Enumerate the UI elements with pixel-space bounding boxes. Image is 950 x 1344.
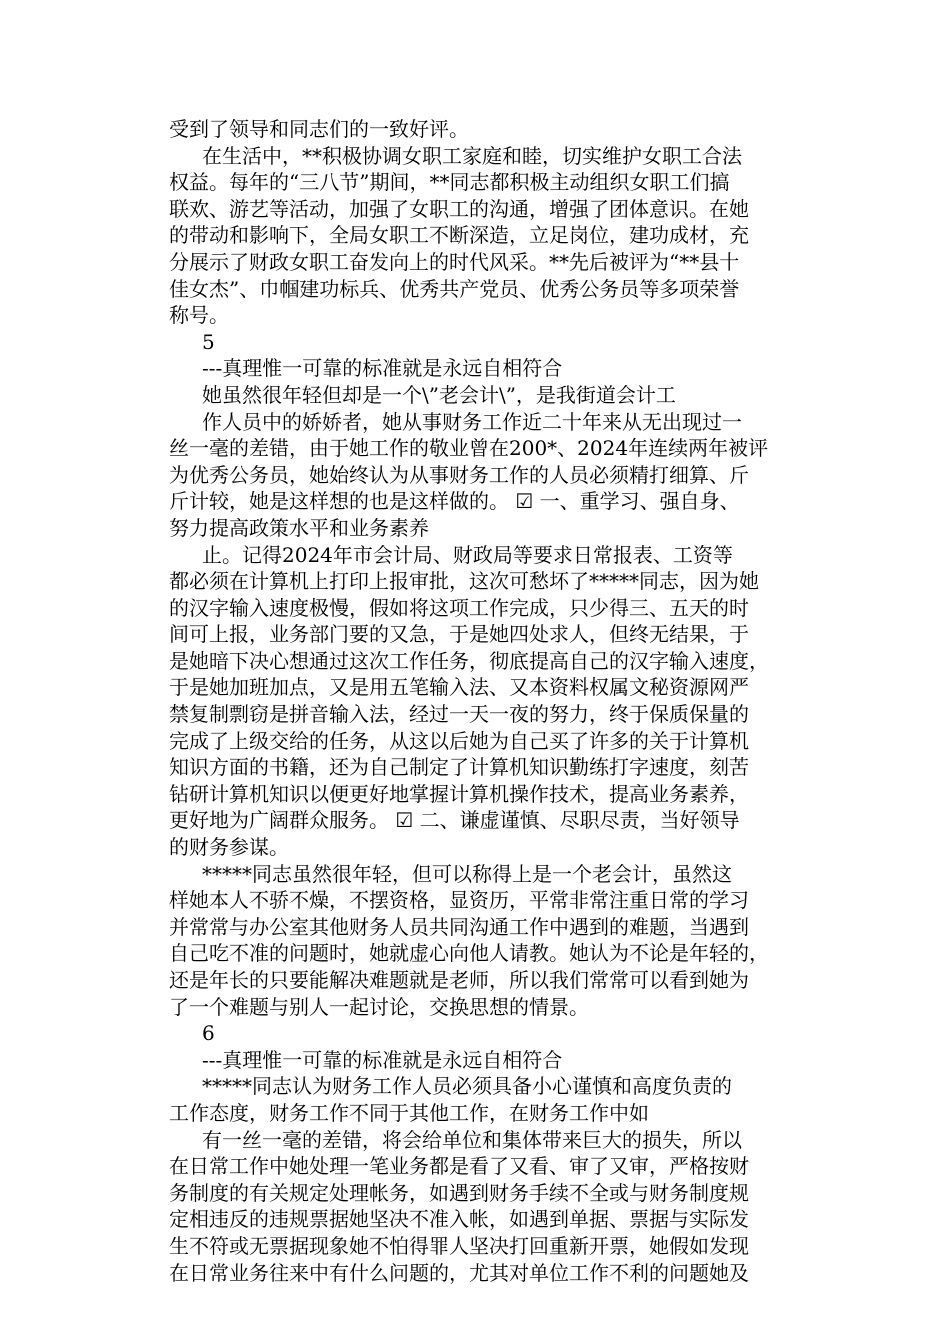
text-line: 钻研计算机知识以便更好地掌握计算机操作技术，提高业务素养，: [169, 781, 749, 806]
text-line: ---真理惟一可靠的标准就是永远自相符合: [202, 356, 563, 381]
text-line: 自己吃不准的问题时，她就虚心向他人请教。她认为不论是年轻的，: [169, 941, 769, 966]
body-text: [169, 116, 821, 1286]
text-line: 有一丝一毫的差错，将会给单位和集体带来巨大的损失，所以: [202, 1127, 742, 1152]
text-line: 止。记得2024年市会计局、财政局等要求日常报表、工资等: [202, 542, 733, 567]
text-line: 是她暗下决心想通过这次工作任务，彻底提高自己的汉字输入速度，: [169, 648, 769, 673]
text-line: 务制度的有关规定处理帐务，如遇到财务手续不全或与财务制度规: [169, 1180, 749, 1205]
text-line: 作人员中的娇娇者，她从事财务工作近二十年来从无出现过一: [202, 409, 742, 434]
text-line: 禁复制剽窃是拼音输入法，经过一天一夜的努力，终于保质保量的: [169, 702, 749, 727]
text-line: 6: [202, 1021, 215, 1046]
text-line: 完成了上级交给的任务，从这以后她为自己买了许多的关于计算机: [169, 728, 749, 753]
text-line: 定相违反的违规票据她坚决不准入帐，如遇到单据、票据与实际发: [169, 1207, 749, 1232]
text-line: 称号。: [169, 303, 229, 328]
text-line: 她虽然很年轻但却是一个\”老会计\”，是我街道会计工: [202, 382, 676, 407]
text-line: 为优秀公务员，她始终认为从事财务工作的人员必须精打细算、斤: [169, 462, 749, 487]
text-line: 的汉字输入速度极慢，假如将这项工作完成，只少得三、五天的时: [169, 595, 749, 620]
text-line: 在日常工作中她处理一笔业务都是看了又看、审了又审，严格按财: [169, 1154, 749, 1179]
text-line: 知识方面的书籍，还为自己制定了计算机知识勤练打字速度，刻苦: [169, 755, 749, 780]
text-line: 丝一毫的差错，由于她工作的敬业曾在200*、2024年连续两年被评: [169, 436, 769, 461]
text-line: 更好地为广阔群众服务。 ☑ 二、谦虚谨慎、尽职尽责，当好领导: [169, 808, 740, 833]
text-line: 5: [202, 329, 215, 354]
text-line: 并常常与办公室其他财务人员共同沟通工作中遇到的难题，当遇到: [169, 914, 749, 939]
text-line: 于是她加班加点，又是用五笔输入法、又本资料权属文秘资源网严: [169, 675, 749, 700]
text-line: 还是年长的只要能解决难题就是老师，所以我们常常可以看到她为: [169, 968, 749, 992]
text-line: 努力提高政策水平和业务素养: [169, 515, 429, 540]
text-line: 受到了领导和同志们的一致好评。: [169, 117, 469, 141]
text-line: 都必须在计算机上打印上报审批，这次可愁坏了*****同志，因为她: [169, 569, 759, 594]
text-line: *****同志认为财务工作人员必须具备小心谨慎和高度负责的: [202, 1074, 732, 1099]
text-line: 在日常业务往来中有什么问题的，尤其对单位工作不利的问题她及: [169, 1260, 749, 1285]
text-line: 的带动和影响下，全局女职工不断深造，立足岗位，建功成材，充: [169, 223, 749, 248]
text-line: *****同志虽然很年轻，但可以称得上是一个老会计，虽然这: [202, 861, 732, 886]
text-line: 分展示了财政女职工奋发向上的时代风采。**先后被评为“**县十: [169, 249, 740, 274]
text-line: 权益。每年的“三八节”期间，**同志都积极主动组织女职工们搞: [169, 170, 730, 195]
text-line: 样她本人不骄不燥，不摆资格，显资历，平常非常注重日常的学习: [169, 888, 749, 913]
text-line: 间可上报，业务部门要的又急，于是她四处求人，但终无结果，于: [169, 622, 749, 647]
text-line: 工作态度，财务工作不同于其他工作，在财务工作中如: [169, 1100, 649, 1125]
text-line: 的财务参谋。: [169, 835, 289, 860]
text-line: 斤计较，她是这样想的也是这样做的。 ☑ 一、重学习、强自身、: [169, 489, 740, 514]
text-line: 在生活中，**积极协调女职工家庭和睦，切实维护女职工合法: [202, 143, 742, 168]
text-line: 联欢、游艺等活动，加强了女职工的沟通，增强了团体意识。在她: [169, 196, 749, 221]
text-line: 了一个难题与别人一起讨论，交换思想的情景。: [169, 994, 589, 1019]
text-line: 生不符或无票据现象她不怕得罪人坚决打回重新开票，她假如发现: [169, 1233, 749, 1258]
text-line: 佳女杰”、巾帼建功标兵、优秀共产党员、优秀公务员等多项荣誉: [169, 276, 740, 301]
text-line: ---真理惟一可靠的标准就是永远自相符合: [202, 1047, 563, 1072]
